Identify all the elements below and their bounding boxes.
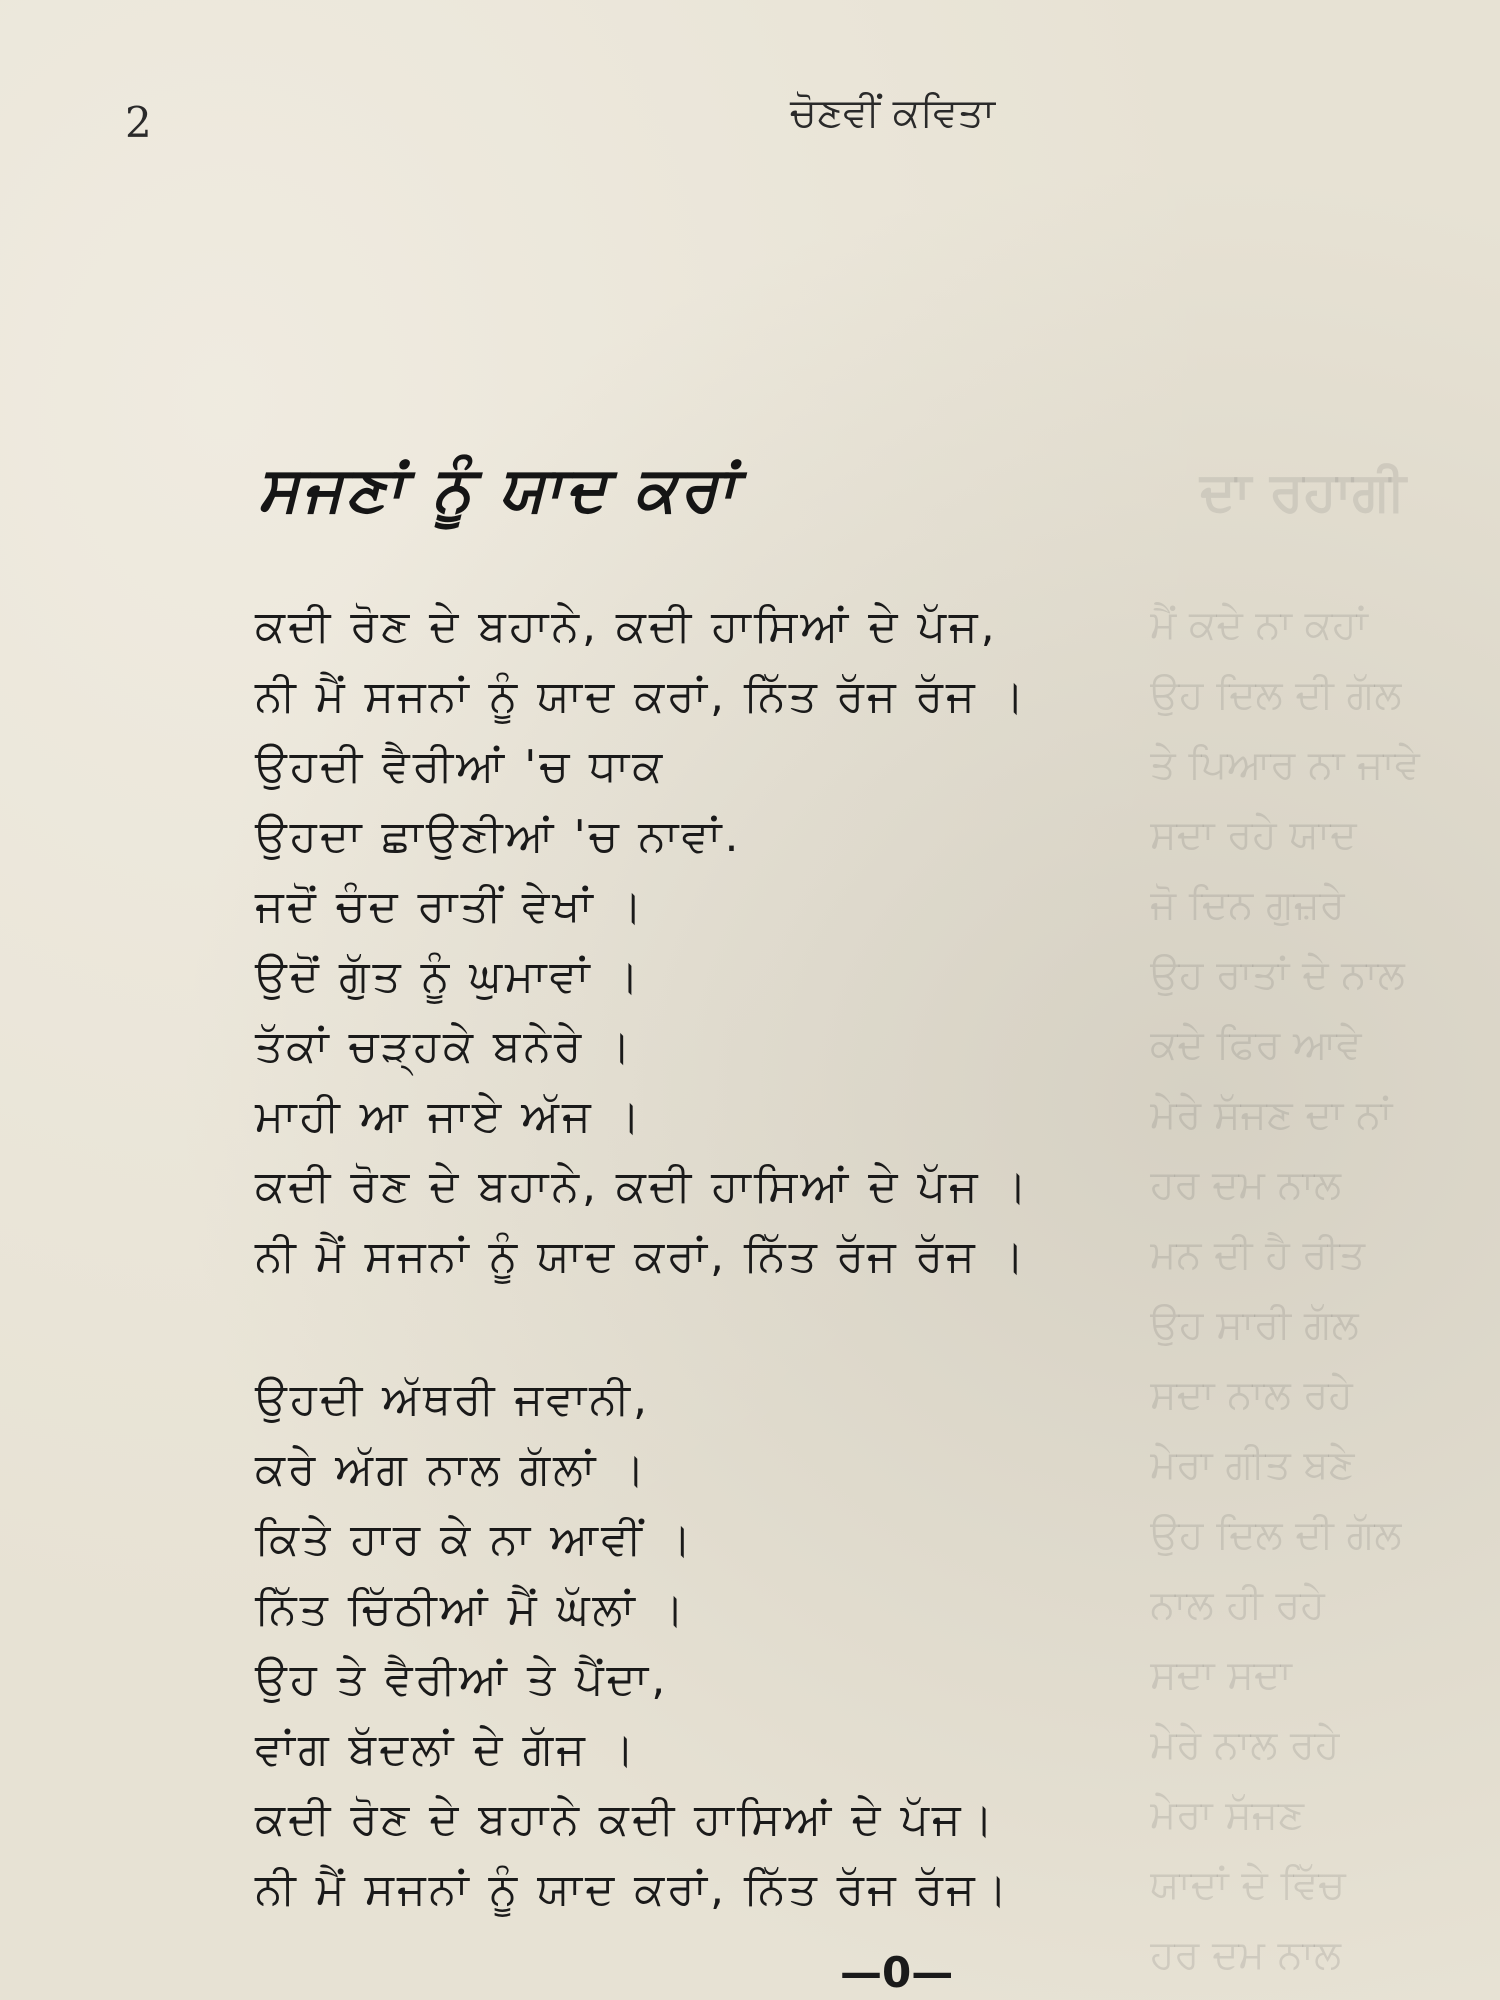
- poem-line: ਉਹਦੀ ਅੱਥਰੀ ਜਵਾਨੀ,: [255, 1374, 651, 1425]
- poem-line: ਕਦੀ ਰੋਣ ਦੇ ਬਹਾਨੇ, ਕਦੀ ਹਾਸਿਆਂ ਦੇ ਪੱਜ,: [255, 601, 998, 652]
- poem-title: ਸਜਣਾਂ ਨੂੰ ਯਾਦ ਕਰਾਂ: [258, 452, 739, 525]
- page-number: 2: [125, 98, 152, 147]
- bleed-through-text: ਮੈਂ ਕਦੇ ਨਾ ਕਹਾਂ ਉਹ ਦਿਲ ਦੀ ਗੱਲ ਤੇ ਪਿਆਰ ਨਾ ਜਾਵੇ ਸਦਾ ਰਹੇ ਯਾਦ ਜੋ ਦਿਨ ਗੁਜ਼ਰੇ ਉਹ ਰਾਤਾਂ ਦੇ ਨਾਲ ਕਦੇ ਫਿਰ ਆਵੇ ਮੇਰੇ ਸੱਜਣ ਦਾ ਨਾਂ ਹਰ ਦਮ ਨਾਲ ਮਨ ਦੀ ਹੈ ਰੀਤ ਉਹ ਸਾਰੀ ਗੱਲ ਸਦਾ ਨਾਲ ਰਹੇ ਮੇਰਾ ਗੀਤ ਬਣੇ ਉਹ ਦਿਲ ਦੀ ਗੱਲ ਨਾਲ ਹੀ ਰਹੇ ਸਦਾ ਸਦਾ ਮੇਰੇ ਨਾਲ ਰਹੇ ਮੇਰਾ ਸੱਜਣ ਯਾਦਾਂ ਦੇ ਵਿੱਚ ਹਰ ਦਮ ਨਾਲ: [1150, 602, 1420, 1978]
- poem-line: ਉਹ ਤੇ ਵੈਰੀਆਂ ਤੇ ਪੈਂਦਾ,: [255, 1654, 669, 1705]
- poem-line: ਕਰੇ ਅੱਗ ਨਾਲ ਗੱਲਾਂ ।: [255, 1444, 649, 1495]
- poem-line: ਉਦੋਂ ਗੁੱਤ ਨੂੰ ਘੁਮਾਵਾਂ ।: [255, 951, 643, 1002]
- poem-line: ਮਾਹੀ ਆ ਜਾਏ ਅੱਜ ।: [255, 1091, 644, 1142]
- poem-line: ਨਿੱਤ ਚਿੱਠੀਆਂ ਮੈਂ ਘੱਲਾਂ ।: [255, 1584, 688, 1635]
- running-header: ਚੋਣਵੀਂ ਕਵਿਤਾ: [790, 90, 996, 136]
- poem-line: ਤੱਕਾਂ ਚੜ੍ਹਕੇ ਬਨੇਰੇ ।: [255, 1021, 634, 1072]
- poem-line: ਕਦੀ ਰੋਣ ਦੇ ਬਹਾਨੇ, ਕਦੀ ਹਾਸਿਆਂ ਦੇ ਪੱਜ ।: [255, 1161, 1031, 1212]
- bleed-through-title: ਦਾ ਰਹਾਗੀ: [1200, 460, 1406, 523]
- stanza-2: [255, 1365, 1010, 1925]
- poem-line: ਕਦੀ ਰੋਣ ਦੇ ਬਹਾਨੇ ਕਦੀ ਹਾਸਿਆਂ ਦੇ ਪੱਜ।: [255, 1794, 997, 1845]
- poem-line: ਜਦੋਂ ਚੰਦ ਰਾਤੀਂ ਵੇਖਾਂ ।: [255, 881, 646, 932]
- end-ornament: —0—: [840, 1948, 954, 1997]
- poem-line: ਵਾਂਗ ਬੱਦਲਾਂ ਦੇ ਗੱਜ ।: [255, 1724, 638, 1775]
- poem-line: ਉਹਦੀ ਵੈਰੀਆਂ 'ਚ ਧਾਕ: [255, 741, 666, 792]
- poem-line: ਨੀ ਮੈਂ ਸਜਨਾਂ ਨੂੰ ਯਾਦ ਕਰਾਂ, ਨਿੱਤ ਰੱਜ ਰੱਜ ।: [255, 671, 1028, 722]
- poem-line: ਨੀ ਮੈਂ ਸਜਨਾਂ ਨੂੰ ਯਾਦ ਕਰਾਂ, ਨਿੱਤ ਰੱਜ ਰੱਜ ।: [255, 1231, 1028, 1282]
- poem-line: ਕਿਤੇ ਹਾਰ ਕੇ ਨਾ ਆਵੀਂ ।: [255, 1514, 695, 1565]
- stanza-1: [255, 592, 1030, 1292]
- poem-line: ਉਹਦਾ ਛਾਉਣੀਆਂ 'ਚ ਨਾਵਾਂ.: [255, 811, 742, 862]
- poem-line: ਨੀ ਮੈਂ ਸਜਨਾਂ ਨੂੰ ਯਾਦ ਕਰਾਂ, ਨਿੱਤ ਰੱਜ ਰੱਜ।: [255, 1864, 1011, 1915]
